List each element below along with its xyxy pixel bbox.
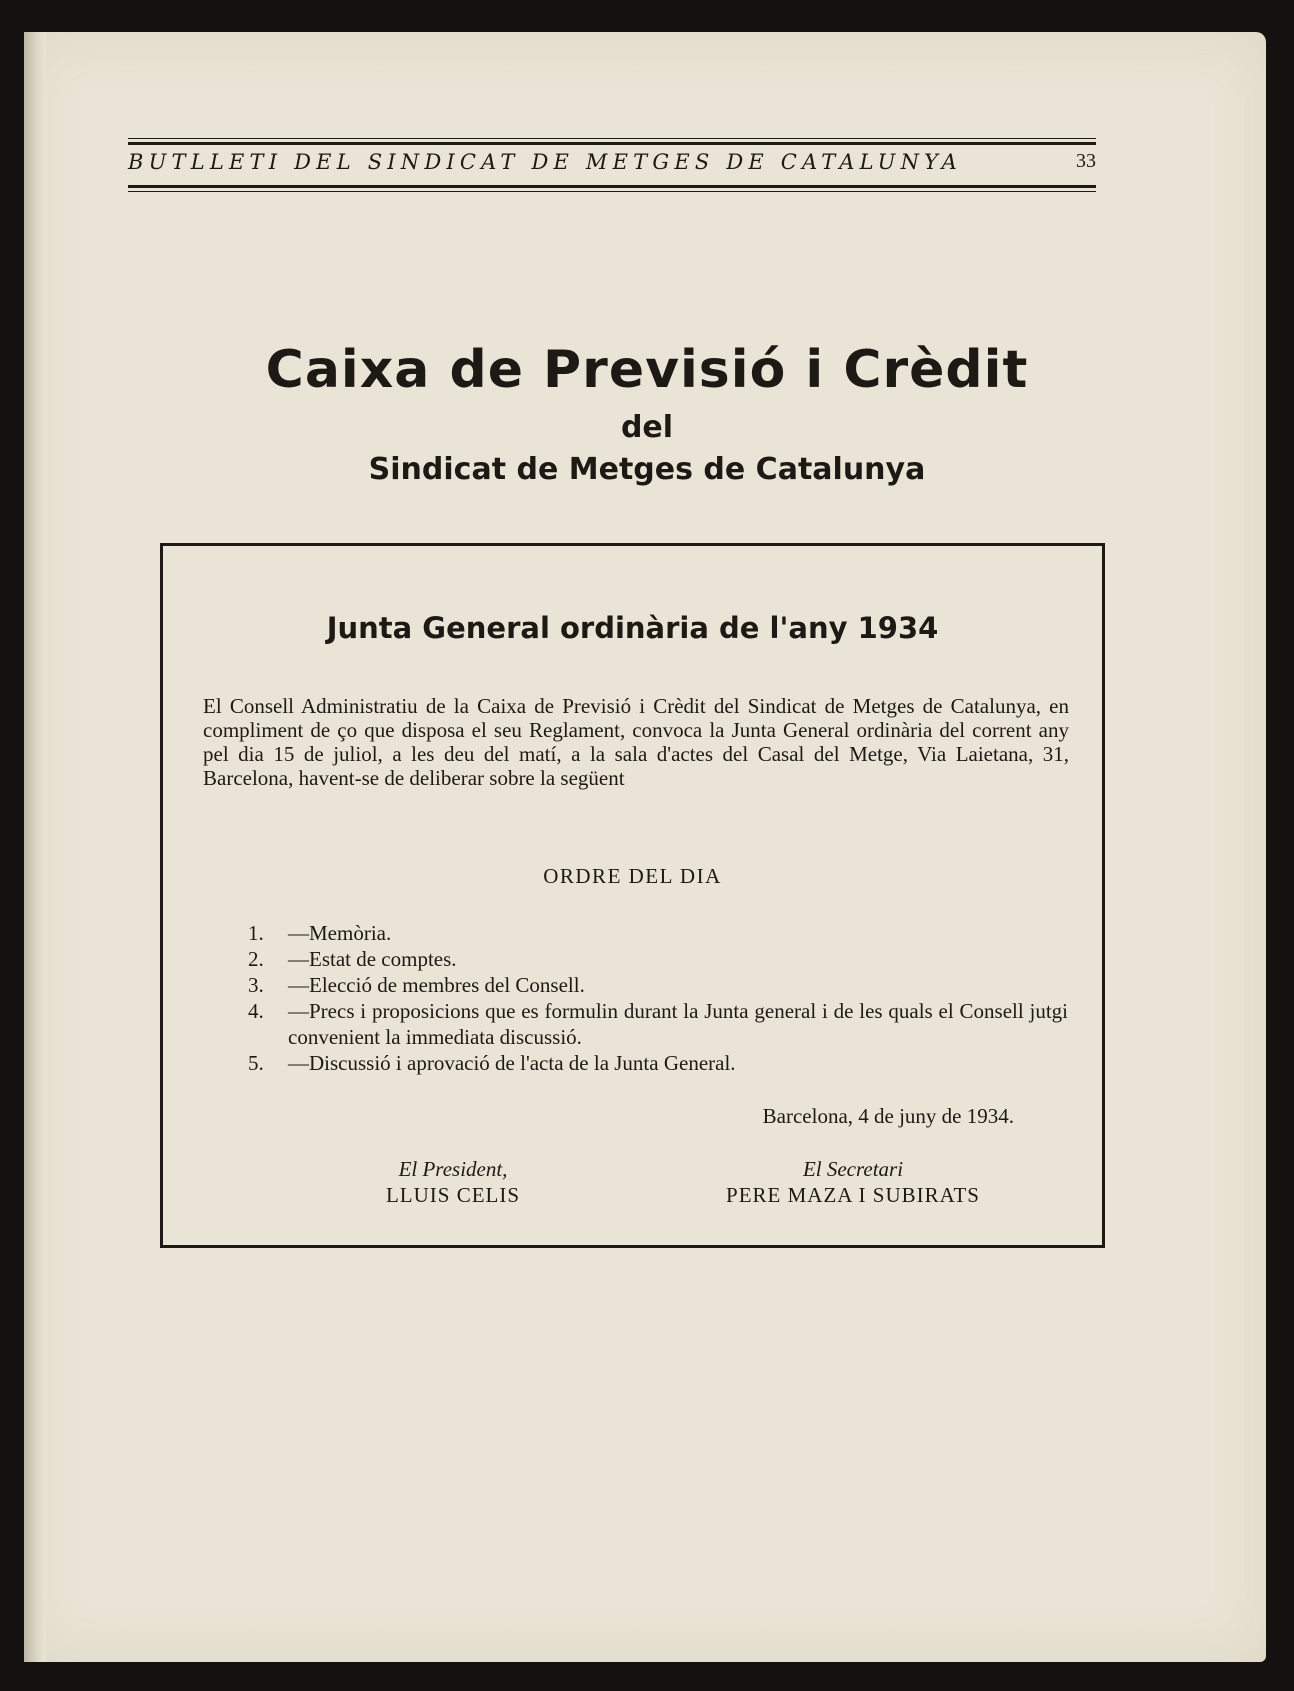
agenda-item-text: —Estat de comptes.: [288, 947, 457, 971]
agenda-item: [248, 1050, 1068, 1076]
subtitle-sindicat: Sindicat de Metges de Catalunya: [368, 452, 926, 487]
agenda-list: [248, 920, 1068, 1076]
header-rule-top-thin: [128, 138, 1096, 139]
header-rule-top-thick: [128, 142, 1096, 145]
agenda-item-text: —Discussió i aprovació de l'acta de la Junta General.: [288, 1051, 736, 1075]
agenda-item: [248, 946, 1068, 972]
page-number: 33: [1076, 150, 1096, 172]
agenda-item-number: 3.: [248, 973, 264, 997]
president-name: LLUIS CELIS: [385, 1183, 521, 1207]
journal-title: BUTLLETI DEL SINDICAT DE METGES DE CATALUNYA: [128, 150, 962, 174]
agenda-item-number: 2.: [248, 947, 264, 971]
running-header: [128, 106, 1096, 196]
agenda-item: [248, 920, 1068, 946]
agenda-item-text: —Elecció de membres del Consell.: [288, 973, 585, 997]
agenda-item: [248, 998, 1068, 1050]
main-title: Caixa de Previsió i Crèdit: [265, 340, 1029, 400]
agenda-item-number: 5.: [248, 1051, 264, 1075]
header-rule-bottom-thick: [128, 185, 1096, 188]
agenda-item-number: 4.: [248, 999, 264, 1023]
subtitle-del: del: [620, 410, 674, 445]
header-rule-bottom-thin: [128, 191, 1096, 192]
signature-president: [323, 1156, 583, 1208]
secretari-name: PERE MAZA I SUBIRATS: [726, 1183, 980, 1207]
agenda-item: [248, 972, 1068, 998]
place-date: Barcelona, 4 de juny de 1934.: [762, 1104, 1014, 1128]
notice-box: [160, 543, 1105, 1248]
president-role: El President,: [398, 1157, 508, 1181]
agenda-item-number: 1.: [248, 921, 264, 945]
book-spine-shadow: [24, 32, 46, 1662]
notice-body: El Consell Administratiu de la Caixa de Previsió i Crèdit del Sindicat de Metges de Catalunya, en compliment de ço que disposa el seu Reglament, convoca la Junta General ordinària del corrent any pel dia 15 de juliol, a les deu del matí, a la sala d'actes del Casal del Metge, Via Laietana, 31, Barcelona, havent-se de deliberar sobre la següent: [203, 694, 1069, 790]
secretari-role: El Secretari: [802, 1157, 904, 1181]
agenda-item-text: —Precs i proposicions que es formulin durant la Junta general i de les quals el Consell jutgi convenient la immediata discussió.: [288, 999, 1068, 1049]
agenda-item-text: —Memòria.: [288, 921, 392, 945]
notice-title: Junta General ordinària de l'any 1934: [326, 611, 939, 645]
agenda-heading: ORDRE DEL DIA: [543, 864, 722, 888]
signature-secretari: [683, 1156, 1023, 1208]
